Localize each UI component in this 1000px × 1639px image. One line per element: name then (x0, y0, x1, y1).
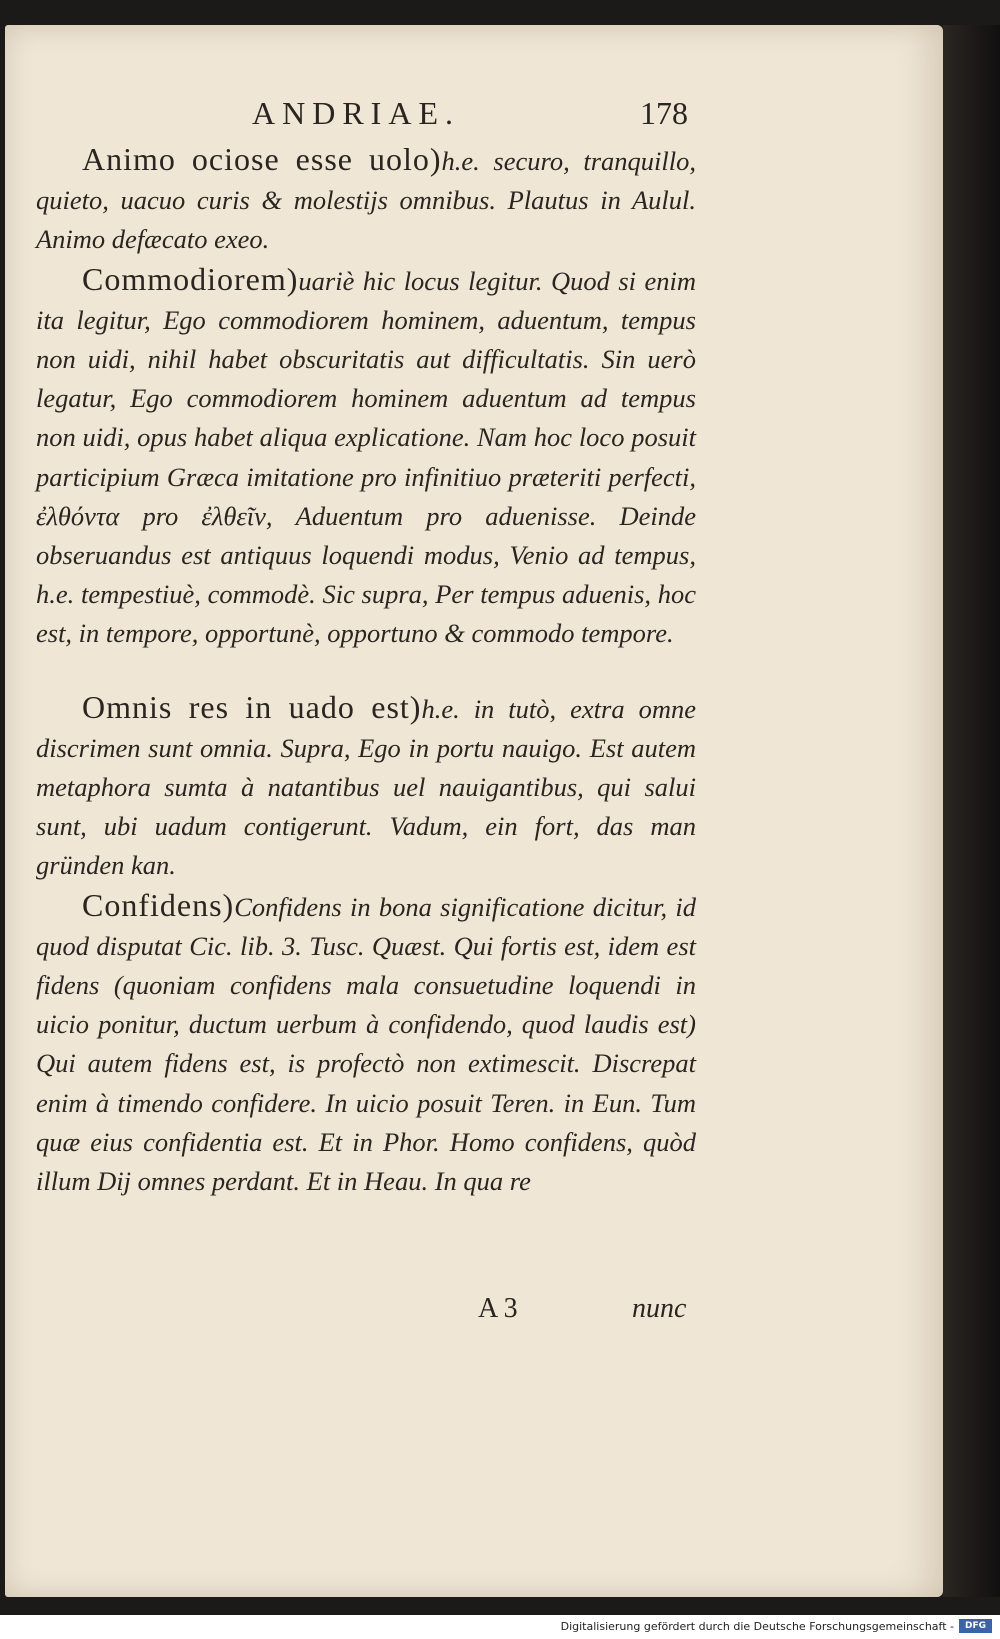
commentary-paragraph (36, 140, 696, 260)
page-number: 178 (640, 95, 688, 131)
running-title: ANDRIAE. (252, 95, 460, 131)
page-gutter (943, 25, 1000, 1597)
lemma: Confidens) (82, 886, 235, 923)
page-header (0, 95, 1000, 139)
lemma: Commodiorem) (82, 260, 299, 297)
signature-line (0, 1293, 1000, 1329)
page-body (36, 140, 696, 1201)
commentary-paragraph (36, 886, 696, 1202)
dfg-logo: DFG (959, 1619, 992, 1633)
commentary-paragraph (36, 260, 696, 654)
commentary-paragraph (36, 688, 696, 886)
lemma: Omnis res in uado est) (82, 688, 422, 725)
lemma: Animo ociose esse uolo) (82, 141, 442, 177)
paragraph-gap (36, 654, 696, 688)
commentary-text: h.e. securo, tranquillo, quieto, uacuo curis & molestijs omnibus. Plautus in Aulul. Animo defæcato exeo. (36, 146, 696, 255)
commentary-text: uariè hic locus legitur. Quod si enim ita legitur, Ego commodiorem hominem, aduentum, tempus non uidi, nihil habet obscuritatis aut difficultatis. Sin uerò legatur, Ego commodiorem hominem aduentum ad tempus non uidi, opus habet aliqua explicatione. Nam hoc loco posuit participium Græca imitatione pro infinitiuo præteriti perfecti, ἐλθόντα pro ἐλθεῖν, Aduentum pro aduenisse. Deinde obseruandus est antiquus loquendi modus, Venio ad tempus, h.e. tempestiuè, commodè. Sic supra, Per tempus aduenis, hoc est, in tempore, opportunè, opportuno & commodo tempore. (36, 265, 696, 649)
signature-mark: A 3 (478, 1293, 518, 1324)
catchword: nunc (632, 1293, 687, 1324)
footer-bar (0, 1615, 1000, 1639)
commentary-text: Confidens in bona significatione dicitur, id quod disputat Cic. lib. 3. Tusc. Quæst. Qui fortis est, idem est fidens (quoniam confidens mala consuetudine loquendi in uicio ponitur, ductum uerbum à confidendo, quod laudis est) Qui autem fidens est, is profectò non extimescit. Discrepat enim à timendo confidere. In uicio posuit Teren. in Eun. Tum quæ eius confidentia est. Et in Phor. Homo confidens, quòd illum Dij omnes perdant. Et in Heau. In qua re (36, 891, 696, 1197)
commentary-text: h.e. in tutò, extra omne discrimen sunt omnia. Supra, Ego in portu nauigo. Est autem metaphora sumta à natantibus uel nauigantibus, qui salui sunt, ubi uadum contigerunt. Vadum, ein fort, das man gründen kan. (36, 693, 696, 881)
funding-credit: Digitalisierung gefördert durch die Deutsche Forschungsgemeinschaft - (560, 1620, 954, 1633)
